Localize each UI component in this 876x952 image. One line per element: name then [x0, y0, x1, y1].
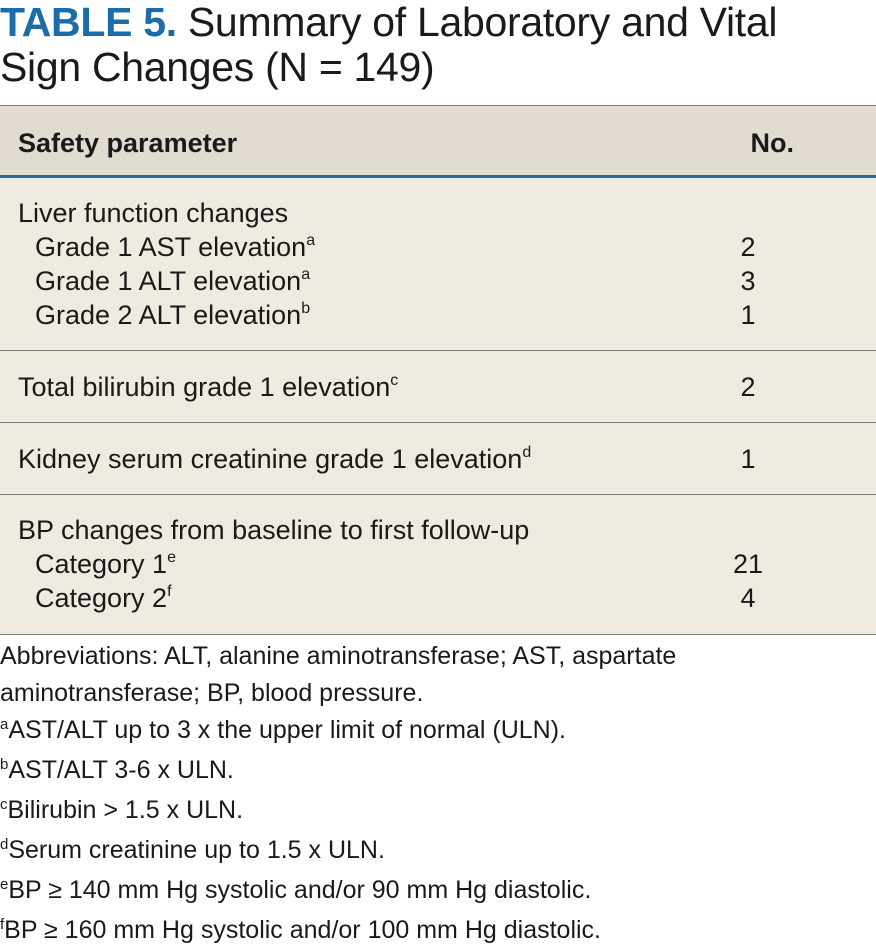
- row-label: Grade 2 ALT elevation$^b$: [35, 300, 311, 330]
- table-title: [0, 0, 876, 90]
- group-heading-text: Liver function changes: [18, 198, 289, 228]
- footnote-mark: f: [167, 583, 172, 600]
- footnote-mark: a: [301, 266, 311, 283]
- row-value: 1: [740, 300, 756, 330]
- abbreviations-line-2: aminotransferase; BP, blood pressure.: [0, 679, 424, 707]
- footnote-mark: d: [522, 444, 532, 461]
- footnote-mark: e: [167, 549, 176, 566]
- table-row: [0, 547, 876, 581]
- footnote-e: $^e$BP ≥ 140 mm Hg systolic and/or 90 mm Hg diastolic.: [0, 876, 592, 904]
- title-line-1: [0, 0, 876, 45]
- table-group-liver-function: [0, 196, 876, 351]
- footnote-c: $^c$Bilirubin > 1.5 x ULN.: [0, 796, 244, 824]
- group-heading: [0, 513, 876, 547]
- row-label: Total bilirubin grade 1 elevation$^c$: [18, 372, 399, 402]
- table-row: [0, 370, 876, 404]
- safety-table: [0, 105, 876, 635]
- row-value: 1: [740, 444, 756, 474]
- table-group-bilirubin: [0, 351, 876, 423]
- table-group-kidney: [0, 423, 876, 495]
- footnote-b: $^b$AST/ALT 3-6 x ULN.: [0, 756, 234, 784]
- row-label: Category 1e: [35, 549, 176, 579]
- row-value: 21: [732, 549, 764, 579]
- table-row: [0, 298, 876, 332]
- row-label: Grade 1 ALT elevation$^a$: [35, 266, 311, 296]
- footnote-a: $^a$AST/ALT up to 3 x the upper limit of normal (ULN).: [0, 716, 566, 744]
- footnote-mark: c: [390, 372, 399, 389]
- table-header-row: [0, 106, 876, 178]
- abbreviations-line-1: Abbreviations: ALT, alanine aminotransferase; AST, aspartate: [0, 642, 677, 670]
- title-text-2: Sign Changes (N = 149): [0, 44, 435, 90]
- table-footnotes: [0, 638, 876, 952]
- table-row: [0, 264, 876, 298]
- table-row: [0, 230, 876, 264]
- title-text-1: Summary of Laboratory and Vital: [187, 0, 778, 45]
- footnote-f: $^f$BP ≥ 160 mm Hg systolic and/or 100 mm Hg diastolic.: [0, 916, 601, 944]
- footnote-mark: b: [301, 300, 311, 317]
- row-label: Category 2$^f$: [35, 583, 172, 613]
- column-header-no: No.: [750, 128, 794, 158]
- row-value: 3: [740, 266, 756, 296]
- group-heading: [0, 196, 876, 230]
- row-value: 2: [740, 232, 756, 262]
- table-row: [0, 581, 876, 615]
- footnote-d: $^d$Serum creatinine up to 1.5 x ULN.: [0, 836, 385, 864]
- table-number-label: TABLE 5.: [0, 0, 177, 45]
- row-label: Kidney serum creatinine grade 1 elevation$^d$: [18, 444, 532, 474]
- table-row: [0, 442, 876, 476]
- group-heading-text: BP changes from baseline to first follow-up: [18, 515, 530, 545]
- table-group-bp-changes: [0, 513, 876, 633]
- footnote-mark: a: [306, 232, 316, 249]
- row-label: Grade 1 AST elevation$^a$: [35, 232, 316, 262]
- column-header-safety-parameter: Safety parameter: [18, 128, 238, 158]
- row-value: 2: [740, 372, 756, 402]
- row-value: 4: [740, 583, 756, 613]
